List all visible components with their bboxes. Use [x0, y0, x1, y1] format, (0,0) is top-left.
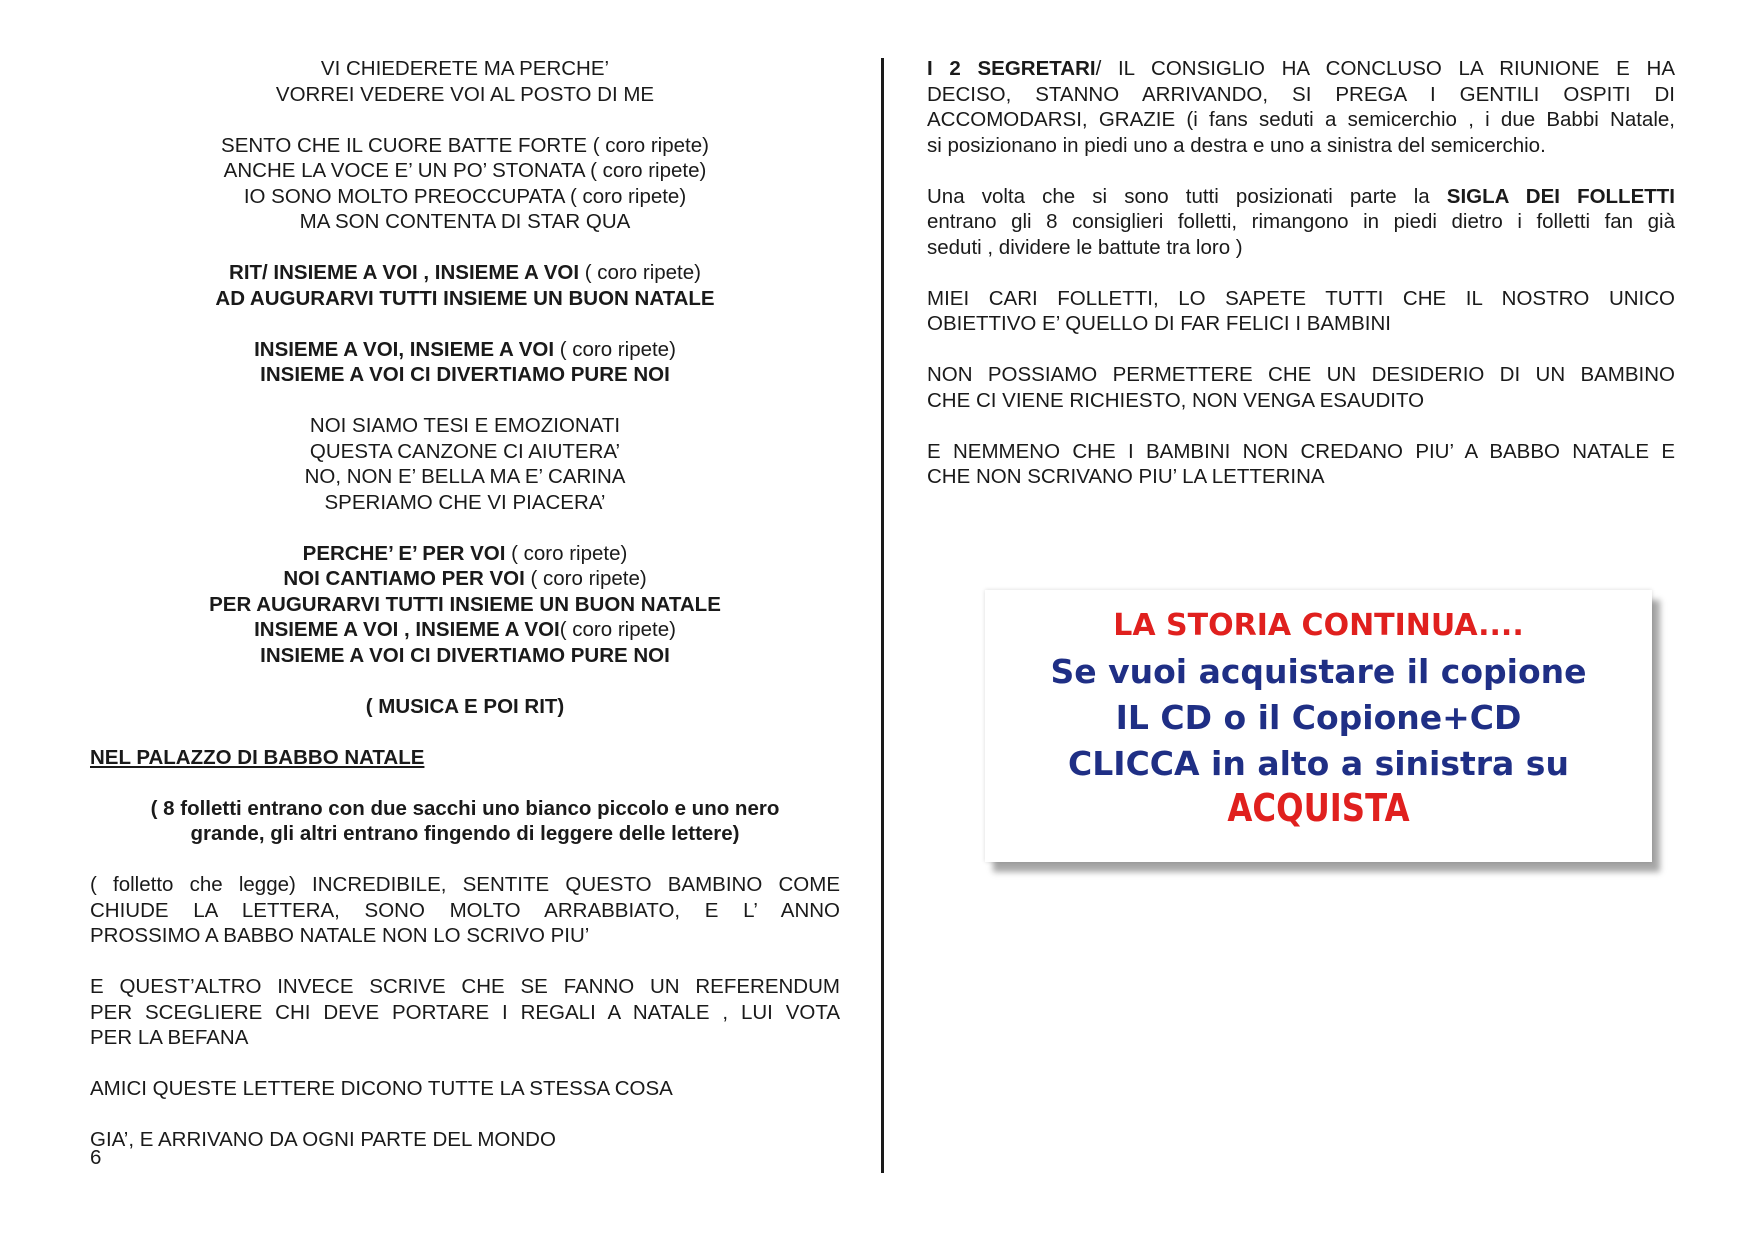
- verse-1: [90, 56, 840, 107]
- verse-line: VORREI VEDERE VOI AL POSTO DI ME: [275, 82, 655, 106]
- verse-line: NOI SIAMO TESI E EMOZIONATI: [309, 414, 621, 437]
- verse-2: [90, 133, 840, 235]
- stage-direction: [90, 796, 840, 847]
- chorus-line: PER AUGURARVI TUTTI INSIEME UN BUON NATALE: [209, 592, 721, 616]
- verse-line: MA SON CONTENTA DI STAR QUA: [299, 210, 631, 233]
- promo-acquista-label: ACQUISTA: [1227, 786, 1410, 830]
- paragraph-line: si posizionano in piedi uno a destra e uno a sinistra del semicerchio.: [927, 133, 1546, 157]
- paragraph: [927, 286, 1675, 337]
- paragraph: [90, 974, 840, 1051]
- verse-3: [90, 413, 840, 515]
- chorus-1: [90, 260, 840, 311]
- paragraph: GIA’, E ARRIVANO DA OGNI PARTE DEL MONDO: [90, 1128, 556, 1151]
- paragraph-line: E NEMMENO CHE I BAMBINI NON CREDANO PIU’ A BABBO NATALE E: [927, 439, 1675, 463]
- paragraph-line: CHE CI VIENE RICHIESTO, NON VENGA ESAUDITO: [927, 388, 1425, 412]
- music-cue: ( MUSICA E POI RIT): [365, 694, 565, 718]
- paragraph-line: NON POSSIAMO PERMETTERE CHE UN DESIDERIO DI UN BAMBINO: [927, 363, 1675, 386]
- paragraph-line: PROSSIMO A BABBO NATALE NON LO SCRIVO PIU’: [90, 924, 590, 947]
- right-column: [927, 56, 1675, 490]
- section-title: NEL PALAZZO DI BABBO NATALE: [90, 745, 425, 769]
- chorus-line: INSIEME A VOI CI DIVERTIAMO PURE NOI: [260, 363, 670, 386]
- paragraph: [927, 184, 1675, 261]
- paragraph: [927, 439, 1675, 490]
- paragraph-line: CHIUDE LA LETTERA, SONO MOLTO ARRABBIATO, E L’ ANNO: [90, 898, 840, 922]
- page-number: 6: [90, 1146, 102, 1169]
- paragraph-line: ACCOMODARSI, GRAZIE (i fans seduti a semicerchio , i due Babbi Natale,: [927, 108, 1675, 131]
- verse-line: IO SONO MOLTO PREOCCUPATA ( coro ripete): [243, 184, 687, 208]
- paragraph-line: MIEI CARI FOLLETTI, LO SAPETE TUTTI CHE IL NOSTRO UNICO: [927, 286, 1675, 310]
- paragraph-line: PER LA BEFANA: [90, 1026, 249, 1049]
- verse-line: VI CHIEDERETE MA PERCHE’: [320, 57, 610, 80]
- paragraph-line: I 2 SEGRETARI/ IL CONSIGLIO HA CONCLUSO LA RIUNIONE E HA: [927, 57, 1675, 80]
- column-divider: [881, 58, 884, 1173]
- chorus-line: INSIEME A VOI , INSIEME A VOI( coro ripete): [254, 618, 676, 641]
- chorus-line: PERCHE’ E’ PER VOI ( coro ripete): [302, 541, 628, 565]
- verse-line: SPERIAMO CHE VI PIACERA’: [324, 490, 606, 514]
- paragraph-line: PER SCEGLIERE CHI DEVE PORTARE I REGALI A NATALE , LUI VOTA: [90, 1000, 840, 1024]
- promo-headline: LA STORIA CONTINUA....: [1113, 608, 1524, 643]
- chorus-line: INSIEME A VOI CI DIVERTIAMO PURE NOI: [260, 643, 670, 667]
- promo-text: CLICCA in alto a sinistra su: [1068, 744, 1569, 783]
- paragraph-line: seduti , dividere le battute tra loro ): [927, 235, 1243, 259]
- paragraph-line: ( folletto che legge) INCREDIBILE, SENTITE QUESTO BAMBINO COME: [90, 873, 840, 896]
- paragraph: [927, 56, 1675, 158]
- paragraph-line: DECISO, STANNO ARRIVANDO, SI PREGA I GENTILI OSPITI DI: [927, 82, 1675, 106]
- verse-line: SENTO CHE IL CUORE BATTE FORTE ( coro ripete): [221, 133, 709, 157]
- purchase-promo-banner[interactable]: [985, 590, 1652, 862]
- paragraph: [927, 362, 1675, 413]
- paragraph: AMICI QUESTE LETTERE DICONO TUTTE LA STESSA COSA: [90, 1077, 673, 1100]
- paragraph-line: CHE NON SCRIVANO PIU’ LA LETTERINA: [927, 465, 1325, 488]
- chorus-line: INSIEME A VOI, INSIEME A VOI ( coro ripete): [254, 337, 676, 361]
- chorus-line: NOI CANTIAMO PER VOI ( coro ripete): [283, 567, 647, 590]
- chorus-line: AD AUGURARVI TUTTI INSIEME UN BUON NATALE: [215, 286, 715, 310]
- paragraph: [90, 872, 840, 949]
- paragraph-line: entrano gli 8 consiglieri folletti, rimangono in piedi dietro i folletti fan già: [927, 210, 1675, 233]
- paragraph-line: Una volta che si sono tutti posizionati parte la SIGLA DEI FOLLETTI: [927, 184, 1675, 208]
- promo-text: Se vuoi acquistare il copione: [1050, 652, 1587, 691]
- promo-text: IL CD o il Copione+CD: [1115, 698, 1522, 737]
- verse-line: QUESTA CANZONE CI AIUTERA’: [309, 439, 621, 463]
- paragraph-line: E QUEST’ALTRO INVECE SCRIVE CHE SE FANNO UN REFERENDUM: [90, 975, 840, 998]
- verse-line: NO, NON E’ BELLA MA E’ CARINA: [304, 465, 626, 488]
- chorus-line: RIT/ INSIEME A VOI , INSIEME A VOI ( coro ripete): [229, 261, 701, 284]
- stage-direction-line: ( 8 folletti entrano con due sacchi uno bianco piccolo e uno nero: [150, 796, 780, 820]
- paragraph-line: OBIETTIVO E’ QUELLO DI FAR FELICI I BAMBINI: [927, 312, 1392, 335]
- chorus-3: [90, 541, 840, 669]
- stage-direction-line: grande, gli altri entrano fingendo di leggere delle lettere): [190, 822, 740, 845]
- verse-line: ANCHE LA VOCE E’ UN PO’ STONATA ( coro ripete): [223, 159, 707, 182]
- left-column: [90, 56, 840, 1153]
- chorus-2: [90, 337, 840, 388]
